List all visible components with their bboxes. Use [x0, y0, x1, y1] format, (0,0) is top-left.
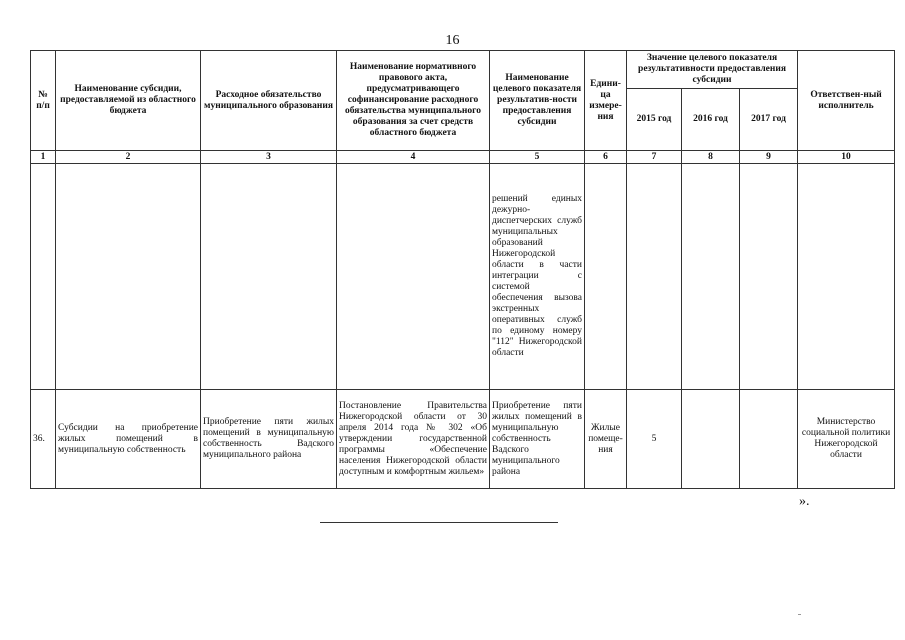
column-number: 6 [585, 151, 627, 164]
column-number: 5 [490, 151, 585, 164]
empty-cell [627, 164, 682, 390]
indicator-text-continued: решений единых дежурно-диспетчерских служб муниципальных образований Нижегородской области в части интеграции с системой обеспечения вызова экстренных оперативных служб по единому номеру "112" Нижегородской области [490, 164, 585, 390]
empty-cell [31, 164, 56, 390]
empty-cell [740, 164, 798, 390]
header-subsidy-name: Наименование субсидии, предоставляемой из областного бюджета [56, 51, 201, 151]
header-year-2015: 2015 год [627, 89, 682, 151]
empty-cell [798, 164, 895, 390]
separator-line [320, 522, 558, 523]
header-indicator-name: Наименование целевого показателя результатив-ности предоставления субсидии [490, 51, 585, 151]
header-year-2016: 2016 год [682, 89, 740, 151]
header-no: № п/п [31, 51, 56, 151]
column-number: 3 [201, 151, 337, 164]
column-number: 4 [337, 151, 490, 164]
subsidy-table [30, 50, 895, 489]
empty-cell [682, 164, 740, 390]
value-2016-cell [682, 390, 740, 489]
indicator-name-cell: Приобретение пяти жилых помещений в муниципальную собственность Вадского муниципального района [490, 390, 585, 489]
table-row [31, 164, 895, 390]
table-row [31, 390, 895, 489]
header-year-2017: 2017 год [740, 89, 798, 151]
subsidy-name-cell: Субсидии на приобретение жилых помещений в муниципальную собственность [56, 390, 201, 489]
header-legal-act: Наименование нормативного правового акта, предусматривающего софинансирование расходного обязательства муниципального образования за счет средств областного бюджета [337, 51, 490, 151]
column-number: 9 [740, 151, 798, 164]
column-number: 7 [627, 151, 682, 164]
empty-cell [56, 164, 201, 390]
closing-quote-mark: ». [799, 494, 810, 509]
empty-cell [337, 164, 490, 390]
column-number: 1 [31, 151, 56, 164]
value-2015-cell: 5 [627, 390, 682, 489]
column-number: 10 [798, 151, 895, 164]
unit-cell: Жилые помеще-ния [585, 390, 627, 489]
header-expense-obligation: Расходное обязательство муниципального образования [201, 51, 337, 151]
header-target-value-group: Значение целевого показателя результативности предоставления субсидии [627, 51, 798, 89]
empty-cell [585, 164, 627, 390]
legal-act-cell: Постановление Правительства Нижегородской области от 30 апреля 2014 года № 302 «Об утверждении государственной программы «Обеспечение населения Нижегородской области доступным и комфортным жильем» [337, 390, 490, 489]
row-number: 36. [31, 390, 56, 489]
page-number: 16 [445, 33, 460, 48]
header-unit: Едини-ца измере-ния [585, 51, 627, 151]
expense-obligation-cell: Приобретение пяти жилых помещений в муниципальную собственность Вадского муниципального района [201, 390, 337, 489]
value-2017-cell [740, 390, 798, 489]
column-number-row [31, 151, 895, 164]
header-responsible: Ответствен-ный исполнитель [798, 51, 895, 151]
column-number: 8 [682, 151, 740, 164]
column-number: 2 [56, 151, 201, 164]
responsible-cell: Министерство социальной политики Нижегородской области [798, 390, 895, 489]
empty-cell [201, 164, 337, 390]
scan-mark [798, 614, 801, 615]
